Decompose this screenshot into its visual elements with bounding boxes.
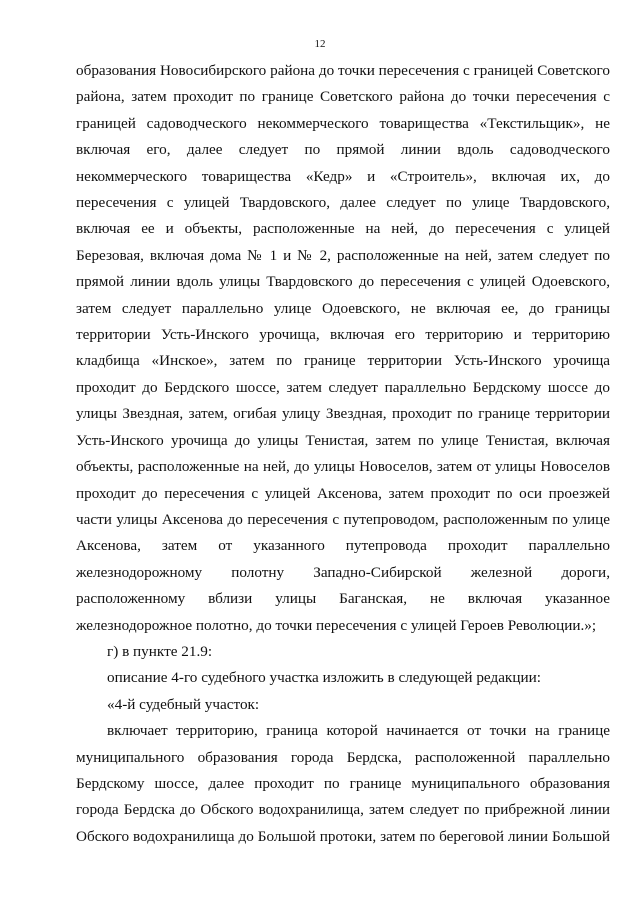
paragraph-subitem-g: г) в пункте 21.9: xyxy=(107,642,213,660)
paragraph-amendment-intro: описание 4-го судебного участка изложить в следующей редакции: xyxy=(107,669,541,687)
paragraph-boundary-description: образования Новосибирского района до точки пересечения с границей Советского района, затем проходит по границе Советского района до точки пересечения с границей садоводческого некоммерческого товарищества «Текстильщик», не включая его, далее следует по прямой линии вдоль садоводческого некоммерческого товарищества «Кедр» и «Строитель», включая их, до пересечения с улицей Твардовского, далее следует по улице Твардовского, включая ее и объекты, расположенные на ней, до пересечения с улицей Березовая, включая дома № 1 и № 2, расположенные на ней, затем следует по прямой линии вдоль улицы Твардовского до пересечения с улицей Одоевского, затем следует параллельно улице Одоевского, не включая ее, до границы территории Усть-Инского урочища, включая его территорию и территорию кладбища «Инское», затем по границе территории Усть-Инского урочища проходит до Бердского шоссе, затем следует параллельно Бердскому шоссе до улицы Звездная, затем, огибая улицу Звездная, проходит по границе территории Усть-Инского урочища до улицы Тенистая, затем по улице Тенистая, включая объекты, расположенные на ней, до улицы Новоселов, затем от улицы Новоселов проходит до пересечения с улицей Аксенова, затем проходит по оси проезжей части улицы Аксенова до пересечения с путепроводом, расположенным по улице Аксенова, затем от указанного путепровода проходит параллельно железнодорожному полотну Западно-Сибирской железной дороги, расположенному вблизи улицы Баганская, не включая указанное железнодорожное полотно, до точки пересечения с улицей Героев Революции.»; xyxy=(76,62,610,634)
document-body xyxy=(76,58,610,850)
paragraph-section-heading: «4-й судебный участок: xyxy=(107,695,260,713)
paragraph-section-4-description: включает территорию, граница которой начинается от точки на границе муниципального образования города Бердска, расположенной параллельно Бердскому шоссе, далее проходит по границе муниципального образования города Бердска до Обского водохранилища, затем следует по прибрежной линии Обского водохранилища до Большой протоки, затем по береговой линии Большой xyxy=(76,722,610,845)
page-number: 12 xyxy=(314,38,326,50)
